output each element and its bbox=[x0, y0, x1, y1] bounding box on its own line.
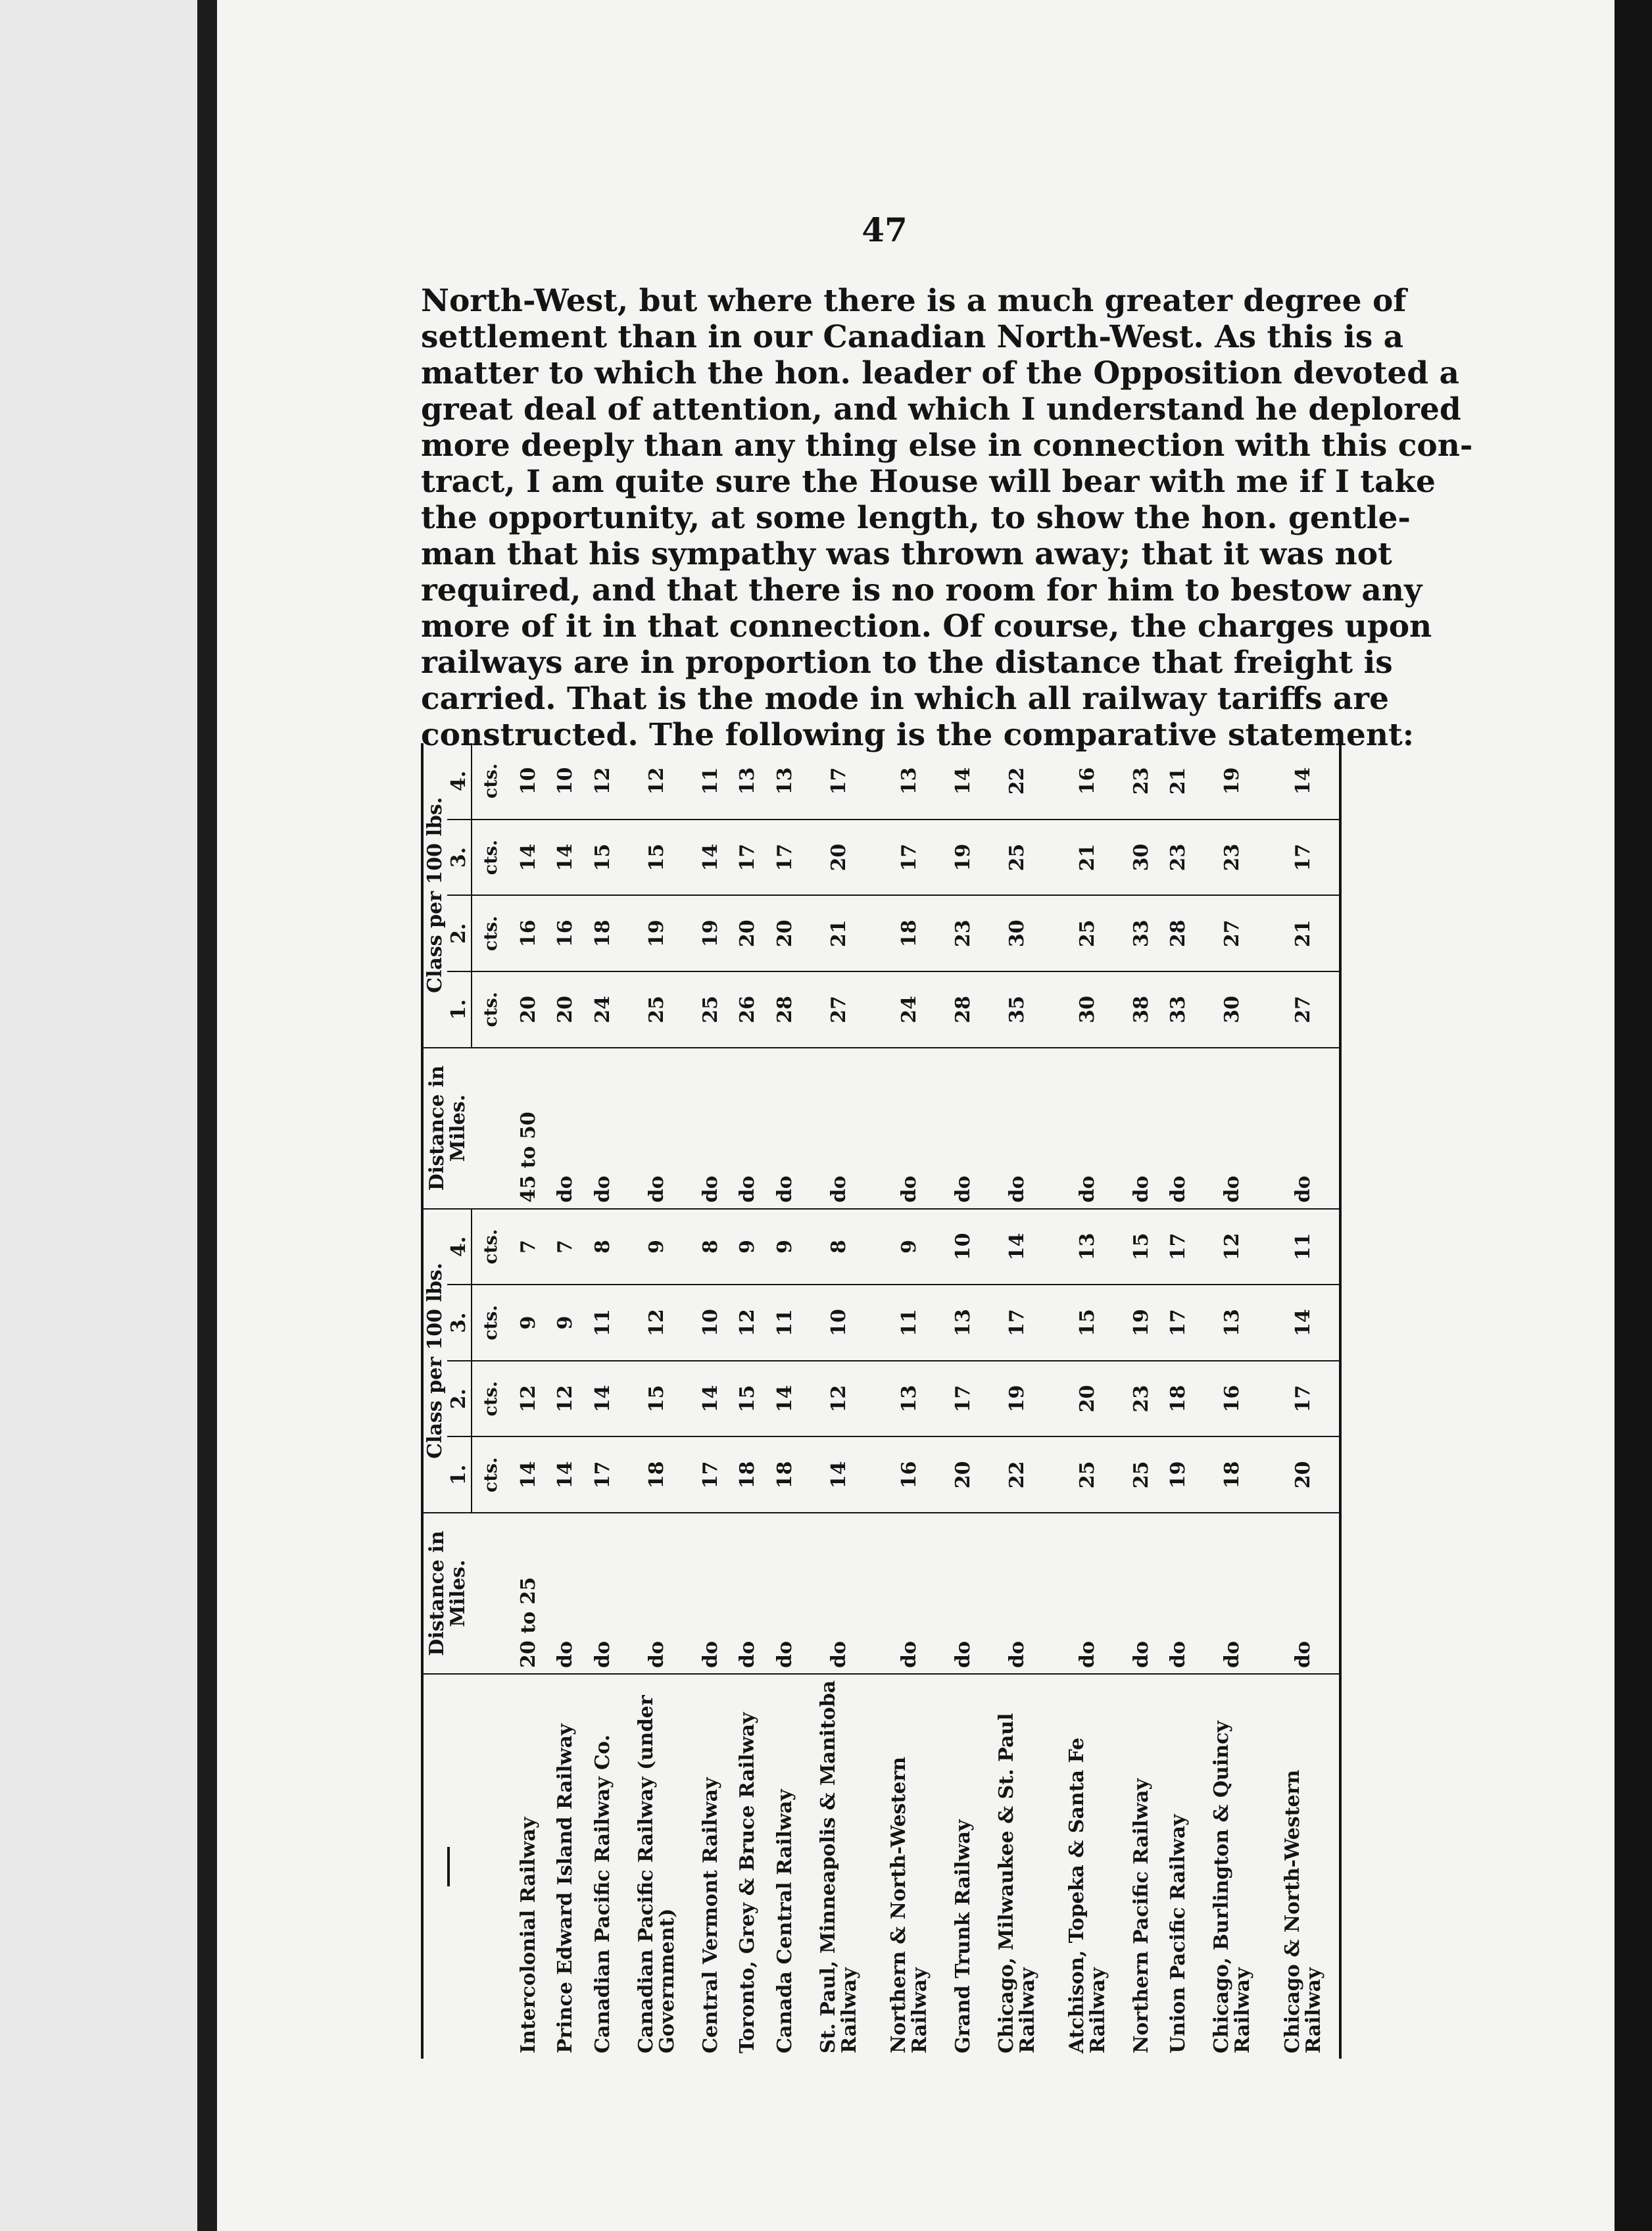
distance-long: do bbox=[1052, 1048, 1123, 1209]
distance-long: 45 to 50 bbox=[510, 1048, 547, 1209]
unit-label: cts. bbox=[472, 743, 510, 820]
rate-short-class-2: 14 bbox=[692, 1361, 729, 1437]
railway-name: Canada Central Railway bbox=[773, 1789, 796, 2053]
rate-short-class-4: 8 bbox=[585, 1209, 622, 1285]
distance-short: do bbox=[982, 1513, 1052, 1674]
table-body bbox=[472, 743, 1340, 2059]
text-line: tract, I am quite sure the House will bear with me if I take bbox=[421, 464, 1436, 500]
railway-name: Canadian Pacific Railway Co. bbox=[591, 1734, 614, 2053]
rate-long-class-4: 19 bbox=[1198, 743, 1268, 820]
text-line: settlement than in our Canadian North-West. As this is a bbox=[421, 319, 1404, 355]
rate-long-class-2: 20 bbox=[767, 895, 804, 971]
rate-short-class-1: 14 bbox=[804, 1436, 874, 1513]
rate-short-class-1: 25 bbox=[1123, 1436, 1160, 1513]
rate-long-class-4: 14 bbox=[1268, 743, 1340, 820]
rate-long-class-1: 35 bbox=[982, 971, 1052, 1048]
rate-short-class-2: 18 bbox=[1160, 1361, 1198, 1437]
rate-short-class-2: 17 bbox=[944, 1361, 982, 1437]
railway-name: Chicago, Burlington & Quincy Railway bbox=[1210, 1721, 1255, 2053]
text-line: carried. That is the mode in which all railway tariffs are bbox=[421, 681, 1390, 717]
class-3-header: 3. bbox=[447, 820, 472, 896]
rate-long-class-1: 28 bbox=[944, 971, 982, 1048]
rate-short-class-3: 11 bbox=[767, 1285, 804, 1361]
rate-long-class-1: 24 bbox=[585, 971, 622, 1048]
rate-short-class-4: 8 bbox=[804, 1209, 874, 1285]
distance-short: do bbox=[1268, 1513, 1340, 1674]
rotated-table-wrapper bbox=[421, 743, 1342, 2059]
rate-long-class-2: 19 bbox=[692, 895, 729, 971]
distance-long: do bbox=[692, 1048, 729, 1209]
rate-long-class-3: 20 bbox=[804, 820, 874, 896]
rate-short-class-1: 20 bbox=[944, 1436, 982, 1513]
rate-short-class-3: 19 bbox=[1123, 1285, 1160, 1361]
distance-short: do bbox=[692, 1513, 729, 1674]
rate-long-class-3: 15 bbox=[621, 820, 692, 896]
unit-label: cts. bbox=[472, 1209, 510, 1285]
rate-long-class-2: 21 bbox=[804, 895, 874, 971]
table-row bbox=[1052, 743, 1123, 2059]
table-row bbox=[1198, 743, 1268, 2059]
units-spacer bbox=[472, 1048, 510, 1209]
text-line: more deeply than any thing else in connection with this con- bbox=[421, 428, 1473, 464]
distance-short: do bbox=[944, 1513, 982, 1674]
rate-short-class-2: 15 bbox=[729, 1361, 767, 1437]
rate-long-class-1: 20 bbox=[510, 971, 547, 1048]
rate-short-class-2: 19 bbox=[982, 1361, 1052, 1437]
railway-name: Atchison, Topeka & Santa Fe Railway bbox=[1065, 1737, 1109, 2053]
rate-short-class-4: 10 bbox=[944, 1209, 982, 1285]
rate-short-class-1: 14 bbox=[510, 1436, 547, 1513]
rate-long-class-4: 10 bbox=[510, 743, 547, 820]
table-row bbox=[729, 743, 767, 2059]
rate-short-class-1: 18 bbox=[621, 1436, 692, 1513]
railway-name: Chicago, Milwaukee & St. Paul Railway bbox=[994, 1713, 1039, 2053]
rate-short-class-1: 14 bbox=[547, 1436, 585, 1513]
distance-short: do bbox=[767, 1513, 804, 1674]
rate-short-class-2: 14 bbox=[767, 1361, 804, 1437]
distance-short: do bbox=[1123, 1513, 1160, 1674]
railway-name: Northern Pacific Railway bbox=[1129, 1778, 1153, 2053]
rate-long-class-3: 21 bbox=[1052, 820, 1123, 896]
text-line: constructed. The following is the comparative statement: bbox=[421, 717, 1415, 753]
rate-long-class-1: 24 bbox=[874, 971, 944, 1048]
rate-long-class-3: 30 bbox=[1123, 820, 1160, 896]
distance-short: do bbox=[1160, 1513, 1198, 1674]
rate-long-class-1: 25 bbox=[621, 971, 692, 1048]
rate-short-class-1: 19 bbox=[1160, 1436, 1198, 1513]
rate-long-class-3: 15 bbox=[585, 820, 622, 896]
rate-long-class-1: 20 bbox=[547, 971, 585, 1048]
class-2-header: 2. bbox=[447, 895, 472, 971]
rate-long-class-3: 25 bbox=[982, 820, 1052, 896]
rate-long-class-1: 30 bbox=[1198, 971, 1268, 1048]
distance-long: do bbox=[547, 1048, 585, 1209]
rate-long-class-1: 27 bbox=[1268, 971, 1340, 1048]
distance-long: do bbox=[944, 1048, 982, 1209]
rate-short-class-4: 9 bbox=[767, 1209, 804, 1285]
rate-long-class-4: 12 bbox=[585, 743, 622, 820]
rate-short-class-3: 14 bbox=[1268, 1285, 1340, 1361]
table-row bbox=[510, 743, 547, 2059]
rate-long-class-4: 10 bbox=[547, 743, 585, 820]
distance-long: do bbox=[804, 1048, 874, 1209]
rate-long-class-3: 14 bbox=[692, 820, 729, 896]
class-3-header: 3. bbox=[447, 1285, 472, 1361]
rate-long-class-2: 23 bbox=[944, 895, 982, 971]
class-group-header-1: Class per 100 lbs. bbox=[422, 1209, 447, 1513]
rate-long-class-2: 25 bbox=[1052, 895, 1123, 971]
rate-long-class-2: 20 bbox=[729, 895, 767, 971]
distance-long: do bbox=[729, 1048, 767, 1209]
distance-long: do bbox=[585, 1048, 622, 1209]
rate-short-class-3: 17 bbox=[982, 1285, 1052, 1361]
rate-long-class-2: 28 bbox=[1160, 895, 1198, 971]
rate-long-class-4: 21 bbox=[1160, 743, 1198, 820]
rate-short-class-3: 13 bbox=[944, 1285, 982, 1361]
distance-long: do bbox=[621, 1048, 692, 1209]
rate-short-class-4: 15 bbox=[1123, 1209, 1160, 1285]
rate-long-class-2: 27 bbox=[1198, 895, 1268, 971]
rate-short-class-4: 13 bbox=[1052, 1209, 1123, 1285]
text-line: great deal of attention, and which I understand he deplored bbox=[421, 391, 1461, 428]
rate-long-class-3: 17 bbox=[1268, 820, 1340, 896]
rate-long-class-2: 18 bbox=[585, 895, 622, 971]
rate-short-class-4: 9 bbox=[874, 1209, 944, 1285]
rate-long-class-1: 27 bbox=[804, 971, 874, 1048]
left-page-edge bbox=[0, 0, 197, 2231]
rate-long-class-1: 33 bbox=[1160, 971, 1198, 1048]
railway-header bbox=[422, 1674, 472, 2059]
rate-short-class-3: 9 bbox=[547, 1285, 585, 1361]
rate-long-class-1: 25 bbox=[692, 971, 729, 1048]
rate-short-class-3: 15 bbox=[1052, 1285, 1123, 1361]
railway-name: Prince Edward Island Railway bbox=[554, 1723, 577, 2053]
rate-long-class-3: 14 bbox=[510, 820, 547, 896]
rate-short-class-2: 13 bbox=[874, 1361, 944, 1437]
table-row bbox=[944, 743, 982, 2059]
rate-short-class-3: 12 bbox=[621, 1285, 692, 1361]
rate-long-class-2: 21 bbox=[1268, 895, 1340, 971]
distance-short: do bbox=[804, 1513, 874, 1674]
units-spacer bbox=[472, 1513, 510, 1674]
table-row bbox=[585, 743, 622, 2059]
table-row bbox=[1123, 743, 1160, 2059]
rate-long-class-3: 14 bbox=[547, 820, 585, 896]
rate-long-class-3: 17 bbox=[874, 820, 944, 896]
unit-label: cts. bbox=[472, 820, 510, 896]
rate-long-class-1: 28 bbox=[767, 971, 804, 1048]
rate-short-class-4: 9 bbox=[729, 1209, 767, 1285]
table-row bbox=[982, 743, 1052, 2059]
class-1-header: 1. bbox=[447, 971, 472, 1048]
distance-long: do bbox=[1268, 1048, 1340, 1209]
rate-short-class-4: 8 bbox=[692, 1209, 729, 1285]
rate-short-class-4: 7 bbox=[510, 1209, 547, 1285]
rate-short-class-2: 16 bbox=[1198, 1361, 1268, 1437]
rate-long-class-2: 33 bbox=[1123, 895, 1160, 971]
text-line: required, and that there is no room for him to bestow any bbox=[421, 572, 1422, 608]
rate-short-class-2: 12 bbox=[510, 1361, 547, 1437]
table-row bbox=[804, 743, 874, 2059]
rate-short-class-4: 12 bbox=[1198, 1209, 1268, 1285]
rate-long-class-4: 11 bbox=[692, 743, 729, 820]
units-row bbox=[472, 743, 510, 2059]
book-gutter bbox=[197, 0, 217, 2231]
railway-name: Toronto, Grey & Bruce Railway bbox=[736, 1712, 760, 2053]
distance-short: do bbox=[585, 1513, 622, 1674]
rate-long-class-3: 23 bbox=[1160, 820, 1198, 896]
distance-short: do bbox=[874, 1513, 944, 1674]
rate-short-class-1: 16 bbox=[874, 1436, 944, 1513]
rate-short-class-2: 14 bbox=[585, 1361, 622, 1437]
rate-long-class-4: 13 bbox=[767, 743, 804, 820]
rate-long-class-4: 14 bbox=[944, 743, 982, 820]
comparative-rates-table bbox=[421, 743, 1342, 2059]
rate-short-class-1: 17 bbox=[585, 1436, 622, 1513]
rate-short-class-2: 12 bbox=[804, 1361, 874, 1437]
text-line: the opportunity, at some length, to show the hon. gentle- bbox=[421, 500, 1411, 536]
rate-short-class-2: 12 bbox=[547, 1361, 585, 1437]
rate-short-class-4: 7 bbox=[547, 1209, 585, 1285]
distance-long: do bbox=[1123, 1048, 1160, 1209]
railway-name: Chicago & North-Western Railway bbox=[1268, 1674, 1340, 2059]
rate-short-class-4: 14 bbox=[982, 1209, 1052, 1285]
distance-long: do bbox=[1198, 1048, 1268, 1209]
text-line: North-West, but where there is a much greater degree of bbox=[421, 283, 1407, 319]
body-text bbox=[421, 283, 1473, 753]
class-2-header: 2. bbox=[447, 1361, 472, 1437]
class-1-header: 1. bbox=[447, 1436, 472, 1513]
unit-label: cts. bbox=[472, 895, 510, 971]
rate-long-class-4: 23 bbox=[1123, 743, 1160, 820]
rate-long-class-2: 18 bbox=[874, 895, 944, 971]
rate-short-class-2: 15 bbox=[621, 1361, 692, 1437]
rate-short-class-4: 11 bbox=[1268, 1209, 1340, 1285]
rate-long-class-4: 12 bbox=[621, 743, 692, 820]
distance-short: 20 to 25 bbox=[510, 1513, 547, 1674]
text-line: man that his sympathy was thrown away; that it was not bbox=[421, 536, 1392, 572]
distance-short: do bbox=[621, 1513, 692, 1674]
rate-short-class-3: 11 bbox=[874, 1285, 944, 1361]
rate-short-class-1: 18 bbox=[767, 1436, 804, 1513]
distance-short: do bbox=[1052, 1513, 1123, 1674]
rate-short-class-3: 13 bbox=[1198, 1285, 1268, 1361]
rate-short-class-1: 18 bbox=[1198, 1436, 1268, 1513]
distance-long: do bbox=[1160, 1048, 1198, 1209]
rate-long-class-1: 30 bbox=[1052, 971, 1123, 1048]
class-group-header-2: Class per 100 lbs. bbox=[422, 743, 447, 1048]
unit-label: cts. bbox=[472, 1285, 510, 1361]
rate-long-class-1: 26 bbox=[729, 971, 767, 1048]
page-number: 47 bbox=[862, 210, 908, 249]
distance-short: do bbox=[547, 1513, 585, 1674]
rate-short-class-3: 12 bbox=[729, 1285, 767, 1361]
distance-long: do bbox=[874, 1048, 944, 1209]
distance-long: do bbox=[982, 1048, 1052, 1209]
table-row bbox=[547, 743, 585, 2059]
rate-short-class-1: 17 bbox=[692, 1436, 729, 1513]
rate-long-class-3: 23 bbox=[1198, 820, 1268, 896]
rate-short-class-1: 20 bbox=[1268, 1436, 1340, 1513]
rate-short-class-3: 11 bbox=[585, 1285, 622, 1361]
rate-long-class-4: 22 bbox=[982, 743, 1052, 820]
railway-name: Central Vermont Railway bbox=[698, 1777, 722, 2053]
rate-short-class-3: 17 bbox=[1160, 1285, 1198, 1361]
text-line: more of it in that connection. Of course, the charges upon bbox=[421, 608, 1432, 645]
class-4-header: 4. bbox=[447, 743, 472, 820]
rate-long-class-3: 17 bbox=[767, 820, 804, 896]
rate-long-class-1: 38 bbox=[1123, 971, 1160, 1048]
railway-name: Grand Trunk Railway bbox=[951, 1819, 975, 2053]
railway-name: St. Paul, Minneapolis & Manitoba Railway bbox=[816, 1680, 861, 2053]
rates-table-region bbox=[421, 743, 1342, 2059]
distance-short: do bbox=[729, 1513, 767, 1674]
rate-short-class-1: 25 bbox=[1052, 1436, 1123, 1513]
table-row bbox=[621, 743, 692, 2059]
rate-short-class-1: 22 bbox=[982, 1436, 1052, 1513]
railway-name: Intercolonial Railway bbox=[516, 1817, 540, 2053]
rate-long-class-4: 17 bbox=[804, 743, 874, 820]
table-row bbox=[1160, 743, 1198, 2059]
rate-short-class-3: 9 bbox=[510, 1285, 547, 1361]
table-row bbox=[767, 743, 804, 2059]
rate-long-class-2: 16 bbox=[547, 895, 585, 971]
rate-long-class-3: 17 bbox=[729, 820, 767, 896]
rate-short-class-2: 20 bbox=[1052, 1361, 1123, 1437]
text-line: railways are in proportion to the distance that freight is bbox=[421, 645, 1393, 681]
rate-long-class-4: 13 bbox=[729, 743, 767, 820]
distance-short: do bbox=[1198, 1513, 1268, 1674]
rate-short-class-4: 9 bbox=[621, 1209, 692, 1285]
rate-short-class-1: 18 bbox=[729, 1436, 767, 1513]
unit-label: cts. bbox=[472, 1361, 510, 1437]
table-row bbox=[874, 743, 944, 2059]
railway-header-dash bbox=[447, 1847, 450, 1886]
class-4-header: 4. bbox=[447, 1209, 472, 1285]
railway-name: Northern & North-Western Railway bbox=[887, 1756, 931, 2053]
rate-short-class-3: 10 bbox=[692, 1285, 729, 1361]
distance-long: do bbox=[767, 1048, 804, 1209]
rate-long-class-2: 16 bbox=[510, 895, 547, 971]
unit-label: cts. bbox=[472, 971, 510, 1048]
distance-header-2: Distance in Miles. bbox=[422, 1048, 472, 1209]
unit-label: cts. bbox=[472, 1436, 510, 1513]
rate-long-class-2: 30 bbox=[982, 895, 1052, 971]
rate-short-class-2: 23 bbox=[1123, 1361, 1160, 1437]
table-row bbox=[1268, 743, 1340, 2059]
rate-short-class-3: 10 bbox=[804, 1285, 874, 1361]
units-spacer bbox=[472, 1674, 510, 2059]
railway-name: Union Pacific Railway bbox=[1167, 1814, 1190, 2053]
rate-long-class-2: 19 bbox=[621, 895, 692, 971]
distance-header-1: Distance in Miles. bbox=[422, 1513, 472, 1674]
railway-name: Canadian Pacific Railway (under Government) bbox=[634, 1695, 679, 2053]
header-row-top bbox=[422, 743, 447, 2059]
text-line: matter to which the hon. leader of the Opposition devoted a bbox=[421, 355, 1459, 391]
rate-short-class-2: 17 bbox=[1268, 1361, 1340, 1437]
rate-short-class-4: 17 bbox=[1160, 1209, 1198, 1285]
rate-long-class-3: 19 bbox=[944, 820, 982, 896]
rate-long-class-4: 16 bbox=[1052, 743, 1123, 820]
table-row bbox=[692, 743, 729, 2059]
rate-long-class-4: 13 bbox=[874, 743, 944, 820]
